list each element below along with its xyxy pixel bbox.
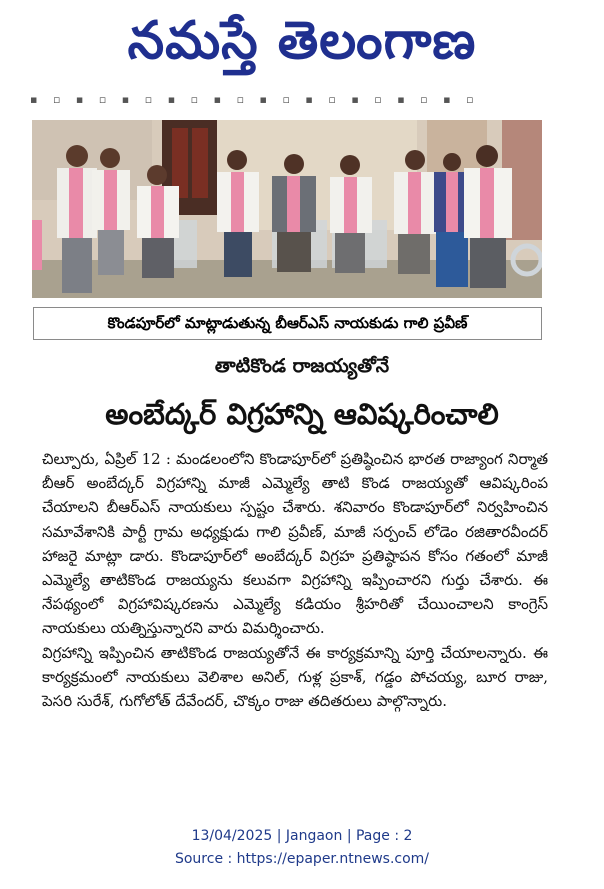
footer-source-line: Source : https://epaper.ntnews.com/ [174,851,430,867]
article-paragraph-2: విగ్రహాన్ని ఇప్పించిన తాటికొండ రాజయ్యతోనే ఈ కార్యక్రమాన్ని పూర్తి చేయాలన్నారు. ఈ కార్యక్రమంలో నాయకులు వెలిశాల అనిల్, గుళ్ల ప్రకాశ్, గడ్డం పోచయ్య, బూర రాజు, పెసరి సురేశ్, గుగోలోత్ దేవేందర్, చొక్కం రాజు తదితరులు పాల్గొన్నారు. [42,643,548,711]
article-photo [32,120,542,298]
footer-date-line: 13/04/2025 | Jangaon | Page : 2 [191,828,413,844]
article-headline: అంబేద్కర్ విగ్రహాన్ని ఆవిష్కరించాలి [105,397,499,431]
newspaper-masthead: నమస్తే తెలంగాణ [127,10,477,71]
article-subheadline: తాటికొండ రాజయ్యతోనే [214,355,390,377]
article-body [42,447,548,713]
photo-caption: కొండపూర్‌లో మాట్లాడుతున్న బీఆర్‌ఎస్ నాయకుడు గాలి ప్రవీణ్ [33,307,542,340]
group-photo-illustration [32,120,542,298]
clipped-text-strip: ▪ ▫ ▪ ▫ ▪ ▫ ▪ ▫ ▪ ▫ ▪ ▫ ▪ ▫ ▪ ▫ ▪ ▫ ▪ ▫ [30,93,480,106]
article-paragraph-1: చిల్పూరు, ఏప్రిల్ 12 : మండలంలోని కొండాపూర్‌లో ప్రతిష్ఠించిన భారత రాజ్యాంగ నిర్మాత బీఆర్ అంబేద్కర్ విగ్రహాన్ని మాజీ ఎమ్మెల్యే తాటి కొండ రాజయ్యతో ఆవిష్కరింప చేయాలని బీఆర్‌ఎస్ నాయకులు స్పష్టం చేశారు. శనివారం కొండాపూర్‌లో నిర్వహించిన సమావేశానికి పార్టీ గ్రామ అధ్యక్షుడు గాలి ప్రవీణ్, మాజీ సర్పంచ్ లోడెం రజితారవీందర్ హాజరై మాట్లా డారు. కొండాపూర్‌లో అంబేద్కర్ విగ్రహ ప్రతిష్ఠాపన కోసం గతంలో మాజీ ఎమ్మెల్యే తాటికొండ రాజయ్యను కలువగా విగ్రహాన్ని ఇప్పించారని గుర్తు చేశారు. ఈ నేపథ్యంలో విగ్రహావిష్కరణను ఎమ్మెల్యే కడియం శ్రీహరితో చేయించాలని కాంగ్రెస్ నాయకులు యత్నిస్తున్నారని వారు విమర్శించారు. [42,450,548,638]
